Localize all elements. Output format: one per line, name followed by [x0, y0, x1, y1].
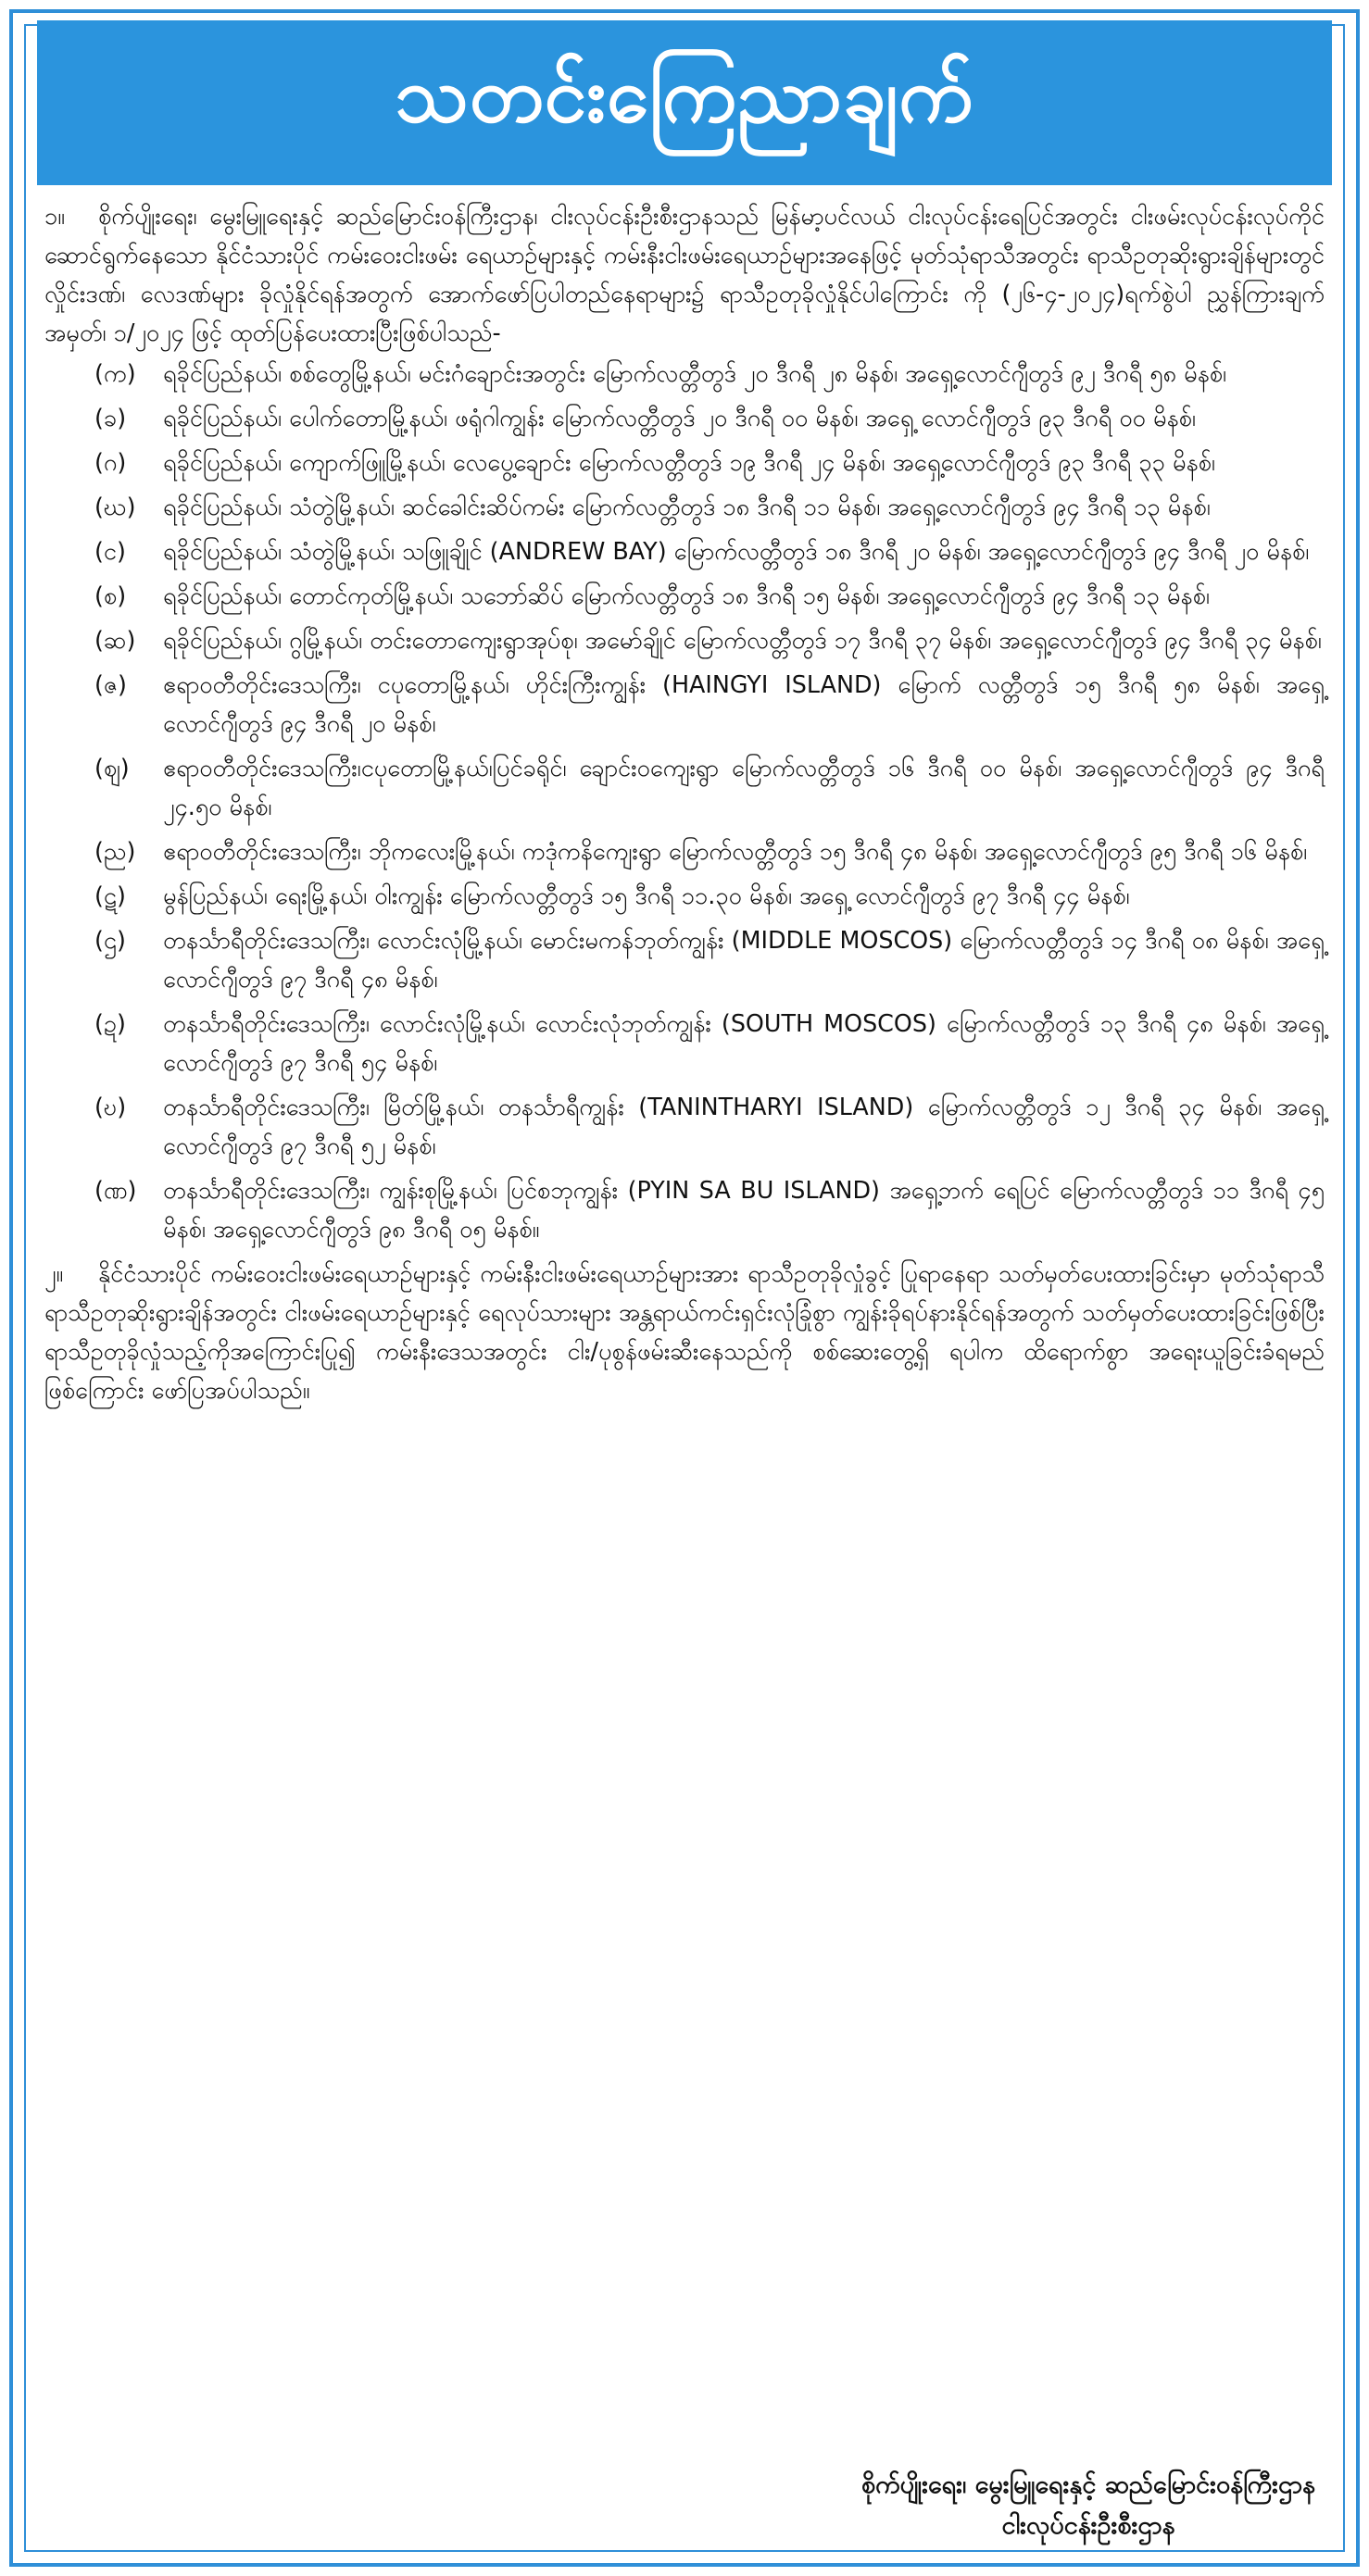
list-item-label: (ဌ) [94, 926, 126, 954]
paragraph-1-text: စိုက်ပျိုးရေး၊ မွေးမြူရေးနှင့် ဆည်မြောင်းဝန်ကြီးဌာန၊ ငါးလုပ်ငန်းဦးစီးဌာနသည် မြန်မာ့ပင်လယ် ငါးလုပ်ငန်းရေပြင်အတွင်း ငါးဖမ်းလုပ်ငန်းလုပ်ကိုင်ဆောင်ရွက်နေသော နိုင်ငံသားပိုင် ကမ်းဝေးငါးဖမ်း ရေယာဉ်များနှင့် ကမ်းနီးငါးဖမ်းရေယာဉ်များအနေဖြင့် မုတ်သုံရာသီအတွင်း ရာသီဥတုဆိုးရွားချိန်များတွင် လှိုင်းဒဏ်၊ လေဒဏ်များ ခိုလှုံနိုင်ရန်အတွက် အောက်ဖော်ပြပါတည်နေရာများ၌ ရာသီဥတုခိုလှုံနိုင်ပါကြောင်း ကို (၂၆-၄-၂၀၂၄)ရက်စွဲပါ ညွှန်ကြားချက်အမှတ်၊ ၁/၂၀၂၄ ဖြင့် ထုတ်ပြန်ပေးထားပြီးဖြစ်ပါသည်- [44, 202, 1325, 346]
list-item [44, 876, 1325, 915]
list-item [44, 920, 1325, 998]
list-item-text: ဧရာဝတီတိုင်းဒေသကြီး၊ ငပုတောမြို့နယ်၊ ဟိုင်းကြီးကျွန်း (HAINGYI ISLAND) မြောက် လတ္တီတွဒ် ၁၅ ဒီဂရီ ၅၈ မိနစ်၊ အရှေ့လောင်ဂျီတွဒ် ၉၄ ဒီဂရီ ၂၀ မိနစ်၊ [163, 670, 1325, 737]
list-item-text: ရခိုင်ပြည်နယ်၊ ဂွမြို့နယ်၊ တင်းတောကျေးရွာအုပ်စု၊ အမော်ချိုင် မြောက်လတ္တီတွဒ် ၁၇ ဒီဂရီ ၃၇ မိနစ်၊ အရှေ့လောင်ဂျီတွဒ် ၉၄ ဒီဂရီ ၃၄ မိနစ်၊ [163, 626, 1322, 654]
list-item-label: (စ) [94, 581, 127, 609]
list-item-text: တနင်္သာရီတိုင်းဒေသကြီး၊ မြိတ်မြို့နယ်၊ တနင်္သာရီကျွန်း (TANINTHARYI ISLAND) မြောက်လတ္တီတွဒ် ၁၂ ဒီဂရီ ၃၄ မိနစ်၊ အရှေ့လောင်ဂျီတွဒ် ၉၇ ဒီဂရီ ၅၂ မိနစ်၊ [163, 1093, 1325, 1159]
list-item-text: ရခိုင်ပြည်နယ်၊ တောင်ကုတ်မြို့နယ်၊ သဘော်ဆိပ် မြောက်လတ္တီတွဒ် ၁၈ ဒီဂရီ ၁၅ မိနစ်၊ အရှေ့လောင်ဂျီတွဒ် ၉၄ ဒီဂရီ ၁၃ မိနစ်၊ [163, 581, 1210, 609]
list-item [44, 576, 1325, 615]
list-item [44, 531, 1325, 570]
paragraph-2-text: နိုင်ငံသားပိုင် ကမ်းဝေးငါးဖမ်းရေယာဉ်များနှင့် ကမ်းနီးငါးဖမ်းရေယာဉ်များအား ရာသီဥတုခိုလှုံခွင့် ပြုရာနေရာ သတ်မှတ်ပေးထားခြင်းမှာ မုတ်သုံရာသီရာသီဥတုဆိုးရွားချိန်အတွင်း ငါးဖမ်းရေယာဉ်များနှင့် ရေလုပ်သားများ အန္တရာယ်ကင်းရှင်းလုံခြုံစွာ ကျွန်းခိုရပ်နားနိုင်ရန်အတွက် သတ်မှတ်ပေးထားခြင်းဖြစ်ပြီး ရာသီဥတုခိုလှုံသည့်ကိုအကြောင်းပြု၍ ကမ်းနီးဒေသအတွင်း ငါး/ပုစွန်ဖမ်းဆီးနေသည်ကို စစ်ဆေးတွေ့ရှိ ရပါက ထိရောက်စွာ အရေးယူခြင်းခံရမည်ဖြစ်ကြောင်း ဖော်ပြအပ်ပါသည်။ [44, 1259, 1325, 1404]
list-item-text: တနင်္သာရီတိုင်းဒေသကြီး၊ လောင်းလုံမြို့နယ်၊ မောင်းမကန်ဘုတ်ကျွန်း (MIDDLE MOSCOS) မြောက်လတ္တီတွဒ် ၁၄ ဒီဂရီ ၀၈ မိနစ်၊ အရှေ့လောင်ဂျီတွဒ် ၉၇ ဒီဂရီ ၄၈ မိနစ်၊ [163, 926, 1325, 993]
list-item [44, 354, 1325, 393]
list-item [44, 620, 1325, 659]
list-item-label: (ဃ) [94, 493, 136, 520]
list-item-text: ဧရာဝတီတိုင်းဒေသကြီး၊ ဘိုကလေးမြို့နယ်၊ ကဒုံကနိကျေးရွာ မြောက်လတ္တီတွဒ် ၁၅ ဒီဂရီ ၄၈ မိနစ်၊ အရှေ့လောင်ဂျီတွဒ် ၉၅ ဒီဂရီ ၁၆ မိနစ်၊ [163, 837, 1308, 865]
list-item-text: ရခိုင်ပြည်နယ်၊ စစ်တွေမြို့နယ်၊ မင်းဂံချောင်းအတွင်း မြောက်လတ္တီတွဒ် ၂၀ ဒီဂရီ ၂၈ မိနစ်၊ အရှေ့လောင်ဂျီတွဒ် ၉၂ ဒီဂရီ ၅၈ မိနစ်၊ [163, 359, 1227, 387]
shelter-location-list [44, 354, 1325, 1248]
list-item [44, 487, 1325, 526]
list-item-text: ဧရာဝတီတိုင်းဒေသကြီး၊ငပုတောမြို့နယ်၊ပြင်ခရိုင်၊ ချောင်းဝကျေးရွာ မြောက်လတ္တီတွဒ် ၁၆ ဒီဂရီ ၀၀ မိနစ်၊ အရှေ့လောင်ဂျီတွဒ် ၉၄ ဒီဂရီ ၂၄.၅၀ မိနစ်၊ [163, 754, 1325, 820]
list-item-text: ရခိုင်ပြည်နယ်၊ ပေါက်တောမြို့နယ်၊ ဖရုံဂါကျွန်း မြောက်လတ္တီတွဒ် ၂၀ ဒီဂရီ ၀၀ မိနစ်၊ အရှေ့ လောင်ဂျီတွဒ် ၉၃ ဒီဂရီ ၀၀ မိနစ်၊ [163, 404, 1196, 431]
list-item-text: တနင်္သာရီတိုင်းဒေသကြီး၊ လောင်းလုံမြို့နယ်၊ လောင်းလုံဘုတ်ကျွန်း (SOUTH MOSCOS) မြောက်လတ္တီတွဒ် ၁၃ ဒီဂရီ ၄၈ မိနစ်၊ အရှေ့လောင်ဂျီတွဒ် ၉၇ ဒီဂရီ ၅၄ မိနစ်၊ [163, 1009, 1325, 1076]
list-item-label: (ည) [94, 837, 136, 865]
paragraph-1-number: ၁။ [44, 202, 65, 230]
list-item-label: (ဋ) [94, 882, 126, 909]
list-item-label: (ဎ) [94, 1093, 127, 1120]
list-item-label: (ဇ) [94, 670, 127, 698]
signature-department: ငါးလုပ်ငန်းဦးစီးဌာန [1001, 2511, 1175, 2540]
signature-block [861, 2465, 1315, 2546]
announcement-body [44, 196, 1325, 1409]
list-item [44, 443, 1325, 481]
list-item [44, 832, 1325, 870]
list-item [44, 665, 1325, 743]
list-item [44, 1004, 1325, 1082]
list-item [44, 1087, 1325, 1165]
list-item-text: ရခိုင်ပြည်နယ်၊ သံတွဲမြို့နယ်၊ ဆင်ခေါင်းဆိပ်ကမ်း မြောက်လတ္တီတွဒ် ၁၈ ဒီဂရီ ၁၁ မိနစ်၊ အရှေ့လောင်ဂျီတွဒ် ၉၄ ဒီဂရီ ၁၃ မိနစ်၊ [163, 493, 1211, 520]
list-item-label: (ဏ) [94, 1176, 137, 1204]
list-item-label: (ဈ) [94, 754, 130, 782]
list-item [44, 398, 1325, 437]
list-item [44, 1170, 1325, 1248]
title-banner [37, 20, 1332, 185]
list-item-text: ရခိုင်ပြည်နယ်၊ ကျောက်ဖြူမြို့နယ်၊ လေပွေ့ချောင်း မြောက်လတ္တီတွဒ် ၁၉ ဒီဂရီ ၂၄ မိနစ်၊ အရှေ့လောင်ဂျီတွဒ် ၉၃ ဒီဂရီ ၃၃ မိနစ်၊ [163, 448, 1215, 476]
paragraph-2 [44, 1254, 1325, 1409]
list-item-text: တနင်္သာရီတိုင်းဒေသကြီး၊ ကျွန်းစုမြို့နယ်၊ ပြင်စဘုကျွန်း (PYIN SA BU ISLAND) အရှေ့ဘက် ရေပြင် မြောက်လတ္တီတွဒ် ၁၁ ဒီဂရီ ၄၅ မိနစ်၊ အရှေ့လောင်ဂျီတွဒ် ၉၈ ဒီဂရီ ၀၅ မိနစ်။ [163, 1176, 1325, 1243]
page-title: သတင်းကြေညာချက် [395, 51, 974, 140]
list-item-label: (ဆ) [94, 626, 136, 654]
list-item-label: (ဍ) [94, 1009, 126, 1037]
paragraph-1 [44, 196, 1325, 352]
list-item-label: (က) [94, 359, 136, 387]
list-item-text: ရခိုင်ပြည်နယ်၊ သံတွဲမြို့နယ်၊ သဖြူချိုင် (ANDREW BAY) မြောက်လတ္တီတွဒ် ၁၈ ဒီဂရီ ၂၀ မိနစ်၊ အရှေ့လောင်ဂျီတွဒ် ၉၄ ဒီဂရီ ၂၀ မိနစ်၊ [163, 537, 1310, 565]
list-item [44, 748, 1325, 826]
list-item-label: (ခ) [94, 404, 127, 431]
list-item-label: (င) [94, 537, 126, 565]
paragraph-2-number: ၂။ [44, 1259, 64, 1287]
list-item-text: မွန်ပြည်နယ်၊ ရေးမြို့နယ်၊ ဝါးကျွန်း မြောက်လတ္တီတွဒ် ၁၅ ဒီဂရီ ၁၁.၃၀ မိနစ်၊ အရှေ့ လောင်ဂျီတွဒ် ၉၇ ဒီဂရီ ၄၄ မိနစ်၊ [163, 882, 1130, 909]
list-item-label: (ဂ) [94, 448, 127, 476]
signature-ministry: စိုက်ပျိုးရေး၊ မွေးမြူရေးနှင့် ဆည်မြောင်းဝန်ကြီးဌာန [860, 2470, 1315, 2499]
